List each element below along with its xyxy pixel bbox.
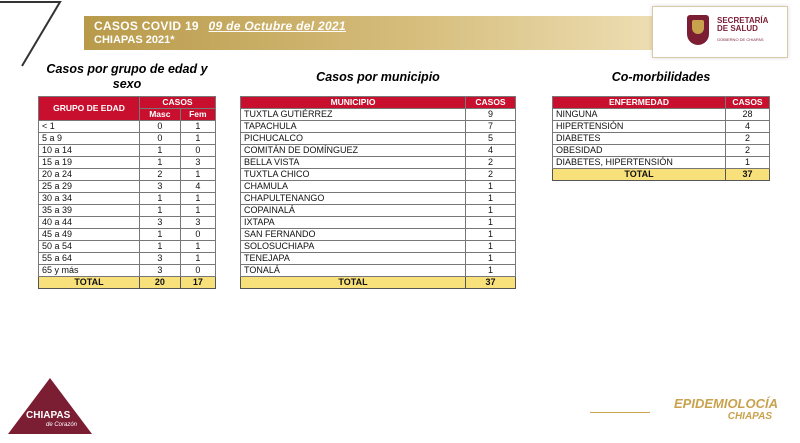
chiapas-logo-text: CHIAPAS [26, 410, 71, 421]
table-row [241, 157, 516, 169]
cases-cell: 9 [466, 109, 516, 121]
table-row [241, 133, 516, 145]
fem-count-cell: 0 [180, 229, 215, 241]
age-total-fem: 17 [180, 277, 215, 289]
header-date: 09 de Octubre del 2021 [208, 19, 346, 33]
masc-count-cell: 1 [140, 157, 181, 169]
fem-count-cell: 1 [180, 193, 215, 205]
fem-count-cell: 1 [180, 253, 215, 265]
masc-count-cell: 3 [140, 265, 181, 277]
table-row [241, 109, 516, 121]
comorb-col-name: ENFERMEDAD [553, 97, 726, 109]
cases-cell: 1 [466, 265, 516, 277]
table-row [241, 253, 516, 265]
age-total-label: TOTAL [39, 277, 140, 289]
municipio-cell: IXTAPA [241, 217, 466, 229]
age-group-cell: 50 a 54 [39, 241, 140, 253]
table-row [39, 145, 216, 157]
municipio-cell: TAPACHULA [241, 121, 466, 133]
epi-logo-line2: CHIAPAS [727, 411, 772, 422]
table-row [39, 157, 216, 169]
table-row [553, 121, 770, 133]
table-row [241, 229, 516, 241]
table-row [553, 157, 770, 169]
muni-col-cases: CASOS [466, 97, 516, 109]
cases-cell: 1 [726, 157, 770, 169]
municipio-cell: TONALÁ [241, 265, 466, 277]
table-row [39, 181, 216, 193]
cases-cell: 1 [466, 181, 516, 193]
age-table-heading: Casos por grupo de edad y sexo [46, 62, 208, 91]
table-row [241, 265, 516, 277]
table-row [241, 169, 516, 181]
age-col-cases: CASOS [140, 97, 216, 109]
table-row [241, 181, 516, 193]
muni-table-heading: Casos por municipio [316, 70, 440, 84]
secretaria-salud-logo [652, 6, 788, 58]
epi-logo-line1: EPIDEMIOLOCÍA [673, 396, 778, 411]
fem-count-cell: 1 [180, 205, 215, 217]
cases-cell: 2 [726, 133, 770, 145]
age-col-masc: Masc [140, 109, 181, 121]
municipio-cell: CHAPULTENANGO [241, 193, 466, 205]
age-group-cell: 45 a 49 [39, 229, 140, 241]
table-row [39, 205, 216, 217]
enfermedad-cell: OBESIDAD [553, 145, 726, 157]
municipio-cell: CHAMULA [241, 181, 466, 193]
table-row [39, 253, 216, 265]
age-group-cell: < 1 [39, 121, 140, 133]
table-row [39, 133, 216, 145]
cases-cell: 1 [466, 217, 516, 229]
municipio-cell: PICHUCALCO [241, 133, 466, 145]
comorb-col-cases: CASOS [726, 97, 770, 109]
enfermedad-cell: HIPERTENSIÓN [553, 121, 726, 133]
enfermedad-cell: NINGUNA [553, 109, 726, 121]
age-group-cell: 35 a 39 [39, 205, 140, 217]
masc-count-cell: 1 [140, 229, 181, 241]
muni-total-label: TOTAL [241, 277, 466, 289]
masc-count-cell: 3 [140, 181, 181, 193]
age-group-cell: 15 a 19 [39, 157, 140, 169]
table-row [241, 217, 516, 229]
fem-count-cell: 1 [180, 133, 215, 145]
cases-cell: 1 [466, 241, 516, 253]
cases-cell: 28 [726, 109, 770, 121]
cases-cell: 1 [466, 253, 516, 265]
fem-count-cell: 0 [180, 145, 215, 157]
fem-count-cell: 3 [180, 217, 215, 229]
masc-count-cell: 1 [140, 205, 181, 217]
fem-count-cell: 4 [180, 181, 215, 193]
age-table [38, 96, 216, 289]
comorb-table [552, 96, 770, 181]
table-row [553, 145, 770, 157]
shield-icon [687, 15, 709, 45]
table-row [241, 241, 516, 253]
age-group-cell: 30 a 34 [39, 193, 140, 205]
age-total-row [39, 277, 216, 289]
table-row [39, 121, 216, 133]
table-row [241, 205, 516, 217]
logo-line1: SECRETARÍA [717, 16, 769, 25]
table-row [241, 121, 516, 133]
header-banner [84, 16, 680, 50]
cases-cell: 4 [726, 121, 770, 133]
table-row [553, 133, 770, 145]
table-row [39, 217, 216, 229]
chiapas-logo [8, 378, 92, 434]
fem-count-cell: 3 [180, 157, 215, 169]
header-subtitle: CHIAPAS 2021* [94, 34, 175, 46]
footer-divider [590, 412, 650, 413]
enfermedad-cell: DIABETES [553, 133, 726, 145]
municipio-cell: TUXTLA CHICO [241, 169, 466, 181]
cases-cell: 1 [466, 205, 516, 217]
masc-count-cell: 3 [140, 253, 181, 265]
age-total-masc: 20 [140, 277, 181, 289]
cases-cell: 5 [466, 133, 516, 145]
table-row [553, 109, 770, 121]
table-row [39, 193, 216, 205]
age-group-cell: 25 a 29 [39, 181, 140, 193]
cases-cell: 2 [726, 145, 770, 157]
muni-total-value: 37 [466, 277, 516, 289]
age-group-cell: 20 a 24 [39, 169, 140, 181]
corner-decoration [0, 0, 90, 70]
age-group-cell: 40 a 44 [39, 217, 140, 229]
age-col-fem: Fem [180, 109, 215, 121]
municipio-cell: COMITÁN DE DOMÍNGUEZ [241, 145, 466, 157]
masc-count-cell: 1 [140, 145, 181, 157]
table-row [39, 241, 216, 253]
table-row [39, 229, 216, 241]
enfermedad-cell: DIABETES, HIPERTENSIÓN [553, 157, 726, 169]
cases-cell: 4 [466, 145, 516, 157]
table-row [241, 145, 516, 157]
muni-col-name: MUNICIPIO [241, 97, 466, 109]
masc-count-cell: 3 [140, 217, 181, 229]
muni-table [240, 96, 516, 289]
age-col-group: GRUPO DE EDAD [39, 97, 140, 121]
table-row [39, 265, 216, 277]
fem-count-cell: 0 [180, 265, 215, 277]
comorb-total-label: TOTAL [553, 169, 726, 181]
logo-line3: GOBIERNO DE CHIAPAS [717, 37, 764, 42]
masc-count-cell: 2 [140, 169, 181, 181]
masc-count-cell: 0 [140, 133, 181, 145]
cases-cell: 1 [466, 193, 516, 205]
fem-count-cell: 1 [180, 169, 215, 181]
comorb-table-heading: Co-morbilidades [611, 70, 711, 84]
cases-cell: 2 [466, 157, 516, 169]
municipio-cell: SOLOSUCHIAPA [241, 241, 466, 253]
comorb-total-value: 37 [726, 169, 770, 181]
cases-cell: 1 [466, 229, 516, 241]
municipio-cell: SAN FERNANDO [241, 229, 466, 241]
age-group-cell: 55 a 64 [39, 253, 140, 265]
masc-count-cell: 0 [140, 121, 181, 133]
municipio-cell: COPAINALÁ [241, 205, 466, 217]
muni-total-row [241, 277, 516, 289]
cases-cell: 7 [466, 121, 516, 133]
age-group-cell: 5 a 9 [39, 133, 140, 145]
municipio-cell: TENEJAPA [241, 253, 466, 265]
municipio-cell: BELLA VISTA [241, 157, 466, 169]
epidemiologia-logo [648, 396, 778, 422]
logo-line2: DE SALUD [717, 24, 758, 33]
comorb-total-row [553, 169, 770, 181]
masc-count-cell: 1 [140, 241, 181, 253]
header-title: CASOS COVID 19 [94, 19, 199, 33]
masc-count-cell: 1 [140, 193, 181, 205]
table-row [241, 193, 516, 205]
chiapas-logo-sub: de Corazón [46, 422, 78, 428]
header-title-line [94, 19, 346, 33]
age-group-cell: 65 y más [39, 265, 140, 277]
fem-count-cell: 1 [180, 121, 215, 133]
cases-cell: 2 [466, 169, 516, 181]
fem-count-cell: 1 [180, 241, 215, 253]
municipio-cell: TUXTLA GUTIÉRREZ [241, 109, 466, 121]
age-group-cell: 10 a 14 [39, 145, 140, 157]
table-row [39, 169, 216, 181]
